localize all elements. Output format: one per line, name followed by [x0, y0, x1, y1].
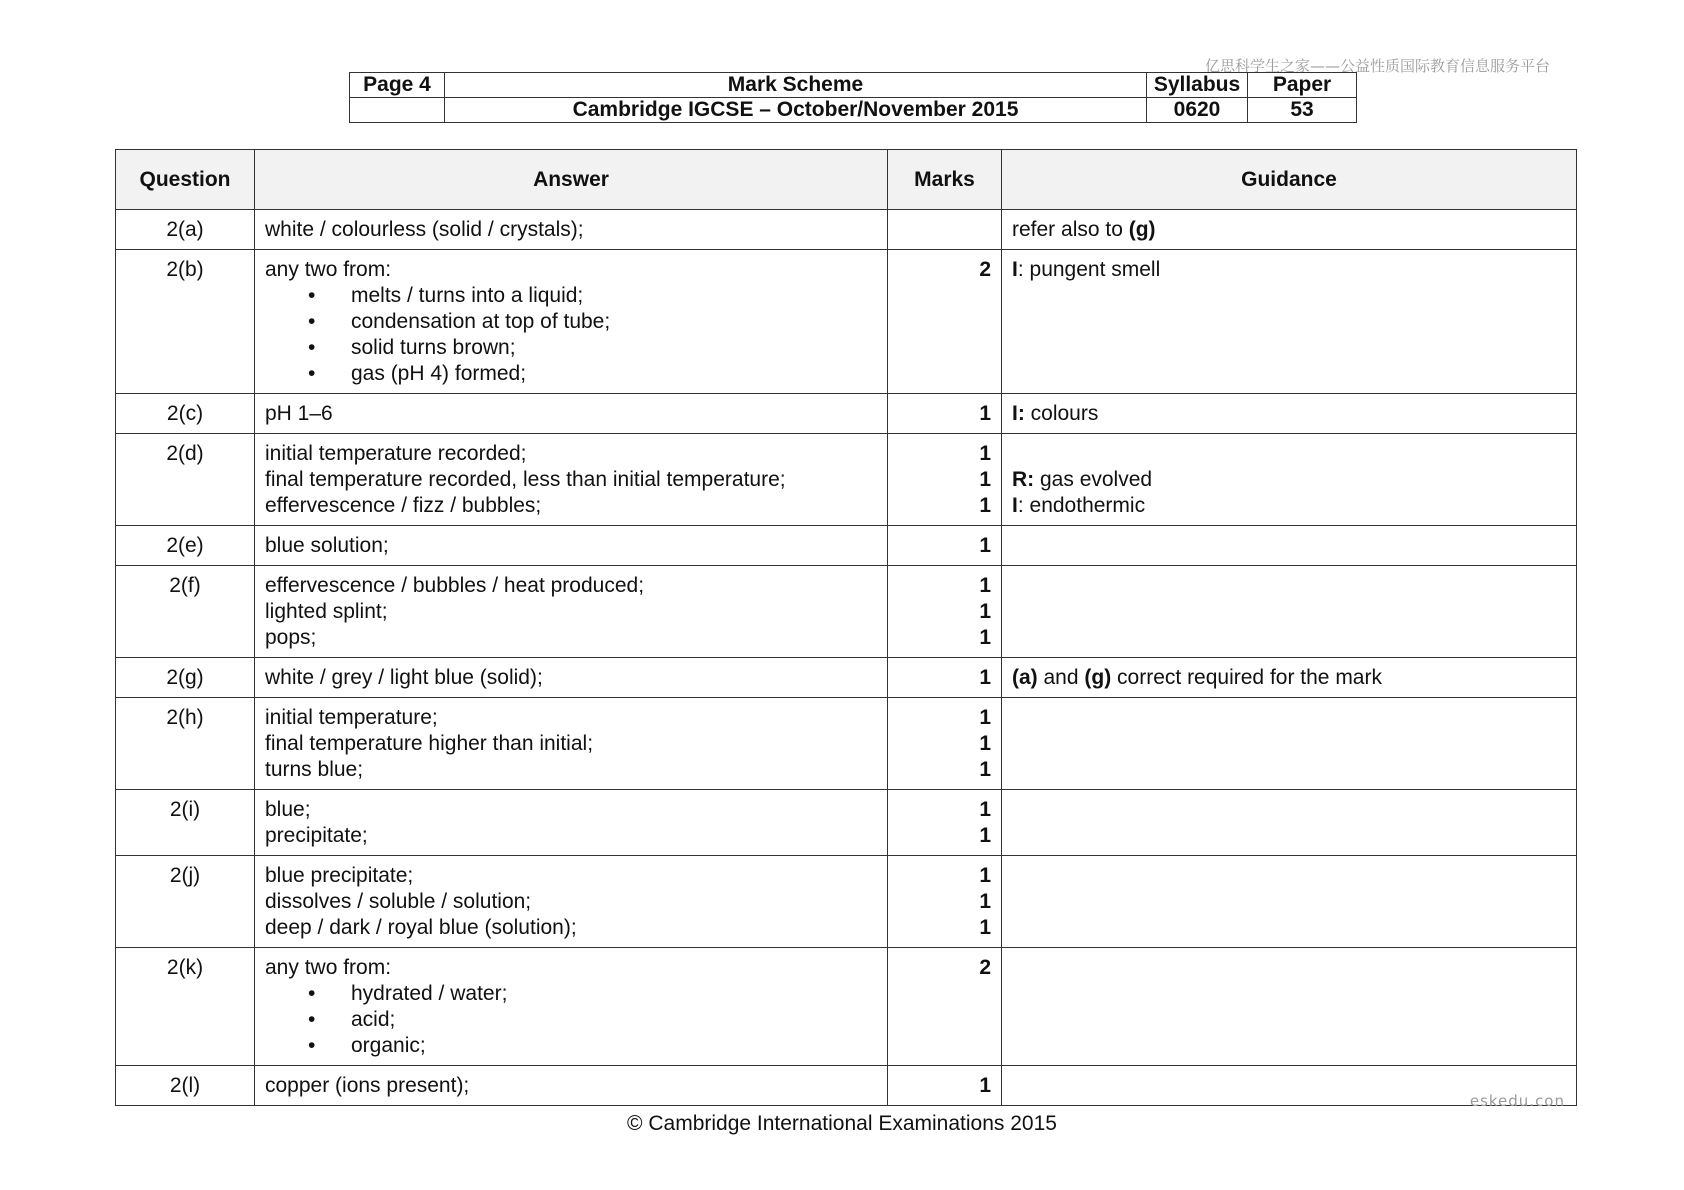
- answer-column-header: Answer: [255, 150, 888, 210]
- table-row: [116, 658, 1577, 698]
- guidance-cell: I: pungent smell: [1002, 250, 1577, 394]
- guidance-cell: refer also to (g): [1002, 210, 1577, 250]
- answer-bullet: • solid turns brown;: [265, 335, 877, 361]
- document-title: Mark Scheme: [445, 73, 1147, 98]
- question-cell: 2(j): [116, 856, 255, 948]
- guidance-cell: [1002, 948, 1577, 1066]
- table-body: [116, 210, 1577, 1106]
- marks-cell: [888, 790, 1002, 856]
- mark-value: 1: [979, 864, 991, 887]
- answer-line: final temperature recorded, less than initial temperature;: [265, 468, 786, 491]
- mark-value: 1: [979, 1074, 991, 1097]
- mark-value: 1: [979, 534, 991, 557]
- header-blank-cell: [350, 98, 445, 123]
- question-cell: 2(l): [116, 1066, 255, 1106]
- guidance-column-header: Guidance: [1002, 150, 1577, 210]
- question-cell: 2(b): [116, 250, 255, 394]
- table-header-row: [116, 150, 1577, 210]
- table-row: [116, 210, 1577, 250]
- answer-line: effervescence / bubbles / heat produced;: [265, 574, 645, 597]
- mark-value: 1: [979, 402, 991, 425]
- answer-bullet: • organic;: [265, 1033, 877, 1059]
- answer-cell: [255, 526, 888, 566]
- question-cell: 2(e): [116, 526, 255, 566]
- marks-cell: [888, 566, 1002, 658]
- marks-cell: [888, 1066, 1002, 1106]
- mark-value: 2: [979, 956, 991, 979]
- answer-cell: [255, 698, 888, 790]
- question-cell: 2(a): [116, 210, 255, 250]
- answer-line: copper (ions present);: [265, 1074, 470, 1097]
- table-row: [116, 434, 1577, 526]
- table-row: [116, 856, 1577, 948]
- paper-value: 53: [1248, 98, 1357, 123]
- table-row: [116, 394, 1577, 434]
- answer-line: pH 1–6: [265, 402, 333, 425]
- mark-value: 1: [979, 916, 991, 939]
- answer-cell: [255, 1066, 888, 1106]
- mark-value: 1: [979, 758, 991, 781]
- guidance-cell: (a) and (g) correct required for the mark: [1002, 658, 1577, 698]
- answer-line: effervescence / fizz / bubbles;: [265, 494, 542, 517]
- mark-value: 2: [979, 258, 991, 281]
- table-row: [116, 1066, 1577, 1106]
- guidance-cell: [1002, 698, 1577, 790]
- copyright-footer: © Cambridge International Examinations 2015: [627, 1112, 1057, 1135]
- marks-cell: [888, 394, 1002, 434]
- question-cell: 2(h): [116, 698, 255, 790]
- mark-value: 1: [979, 468, 991, 491]
- marks-cell: [888, 948, 1002, 1066]
- answer-line: initial temperature;: [265, 706, 438, 729]
- table-row: [116, 250, 1577, 394]
- answer-bullet: • acid;: [265, 1007, 877, 1033]
- header-table: [349, 72, 1357, 123]
- syllabus-value: 0620: [1147, 98, 1248, 123]
- mark-scheme-table: [115, 149, 1577, 1106]
- answer-line: initial temperature recorded;: [265, 442, 527, 465]
- guidance-cell: [1002, 790, 1577, 856]
- table-row: [116, 790, 1577, 856]
- mark-value: 1: [979, 798, 991, 821]
- answer-line: any two from:: [265, 956, 392, 979]
- answer-bullet: • condensation at top of tube;: [265, 309, 877, 335]
- question-cell: 2(g): [116, 658, 255, 698]
- answer-line: blue;: [265, 798, 311, 821]
- guidance-cell: [1002, 856, 1577, 948]
- syllabus-label: Syllabus: [1147, 73, 1248, 98]
- answer-line: final temperature higher than initial;: [265, 732, 594, 755]
- guidance-cell: R: gas evolved I: endothermic: [1002, 434, 1577, 526]
- question-cell: 2(f): [116, 566, 255, 658]
- marks-cell: [888, 658, 1002, 698]
- table-row: [116, 698, 1577, 790]
- mark-value: 1: [979, 574, 991, 597]
- answer-line: turns blue;: [265, 758, 364, 781]
- paper-label: Paper: [1248, 73, 1357, 98]
- mark-value: 1: [979, 824, 991, 847]
- answer-line: white / grey / light blue (solid);: [265, 666, 543, 689]
- answer-line: white / colourless (solid / crystals);: [265, 218, 584, 241]
- marks-cell: [888, 856, 1002, 948]
- answer-bullet: • hydrated / water;: [265, 981, 877, 1007]
- marks-cell: [888, 250, 1002, 394]
- question-cell: 2(d): [116, 434, 255, 526]
- mark-value: 1: [979, 732, 991, 755]
- question-cell: 2(i): [116, 790, 255, 856]
- answer-cell: [255, 856, 888, 948]
- table-row: [116, 566, 1577, 658]
- answer-cell: [255, 658, 888, 698]
- document-subtitle: Cambridge IGCSE – October/November 2015: [445, 98, 1147, 123]
- question-cell: 2(k): [116, 948, 255, 1066]
- mark-value: 1: [979, 442, 991, 465]
- question-column-header: Question: [116, 150, 255, 210]
- answer-cell: [255, 250, 888, 394]
- page-number: Page 4: [350, 73, 445, 98]
- mark-value: 1: [979, 600, 991, 623]
- answer-line: dissolves / soluble / solution;: [265, 890, 532, 913]
- table-row: [116, 948, 1577, 1066]
- answer-line: pops;: [265, 626, 317, 649]
- answer-line: precipitate;: [265, 824, 368, 847]
- marks-cell: [888, 698, 1002, 790]
- guidance-cell: [1002, 566, 1577, 658]
- watermark-top: 亿思科学生之家——公益性质国际教育信息服务平台: [1204, 57, 1550, 75]
- marks-cell: [888, 434, 1002, 526]
- watermark-bottom: eskedu.con: [1469, 1092, 1565, 1110]
- guidance-cell: [1002, 526, 1577, 566]
- mark-value: 1: [979, 626, 991, 649]
- mark-value: 1: [979, 494, 991, 517]
- mark-value: 1: [979, 666, 991, 689]
- marks-column-header: Marks: [888, 150, 1002, 210]
- answer-cell: [255, 210, 888, 250]
- guidance-cell: I: colours: [1002, 394, 1577, 434]
- answer-bullet: • gas (pH 4) formed;: [265, 361, 877, 387]
- answer-line: blue solution;: [265, 534, 389, 557]
- answer-cell: [255, 948, 888, 1066]
- answer-line: any two from:: [265, 258, 392, 281]
- answer-line: blue precipitate;: [265, 864, 414, 887]
- question-cell: 2(c): [116, 394, 255, 434]
- answer-line: deep / dark / royal blue (solution);: [265, 916, 577, 939]
- answer-cell: [255, 434, 888, 526]
- marks-cell: [888, 210, 1002, 250]
- answer-cell: [255, 394, 888, 434]
- marks-cell: [888, 526, 1002, 566]
- answer-bullet: • melts / turns into a liquid;: [265, 283, 877, 309]
- answer-cell: [255, 790, 888, 856]
- mark-value: 1: [979, 706, 991, 729]
- table-row: [116, 526, 1577, 566]
- answer-cell: [255, 566, 888, 658]
- mark-value: 1: [979, 890, 991, 913]
- answer-line: lighted splint;: [265, 600, 388, 623]
